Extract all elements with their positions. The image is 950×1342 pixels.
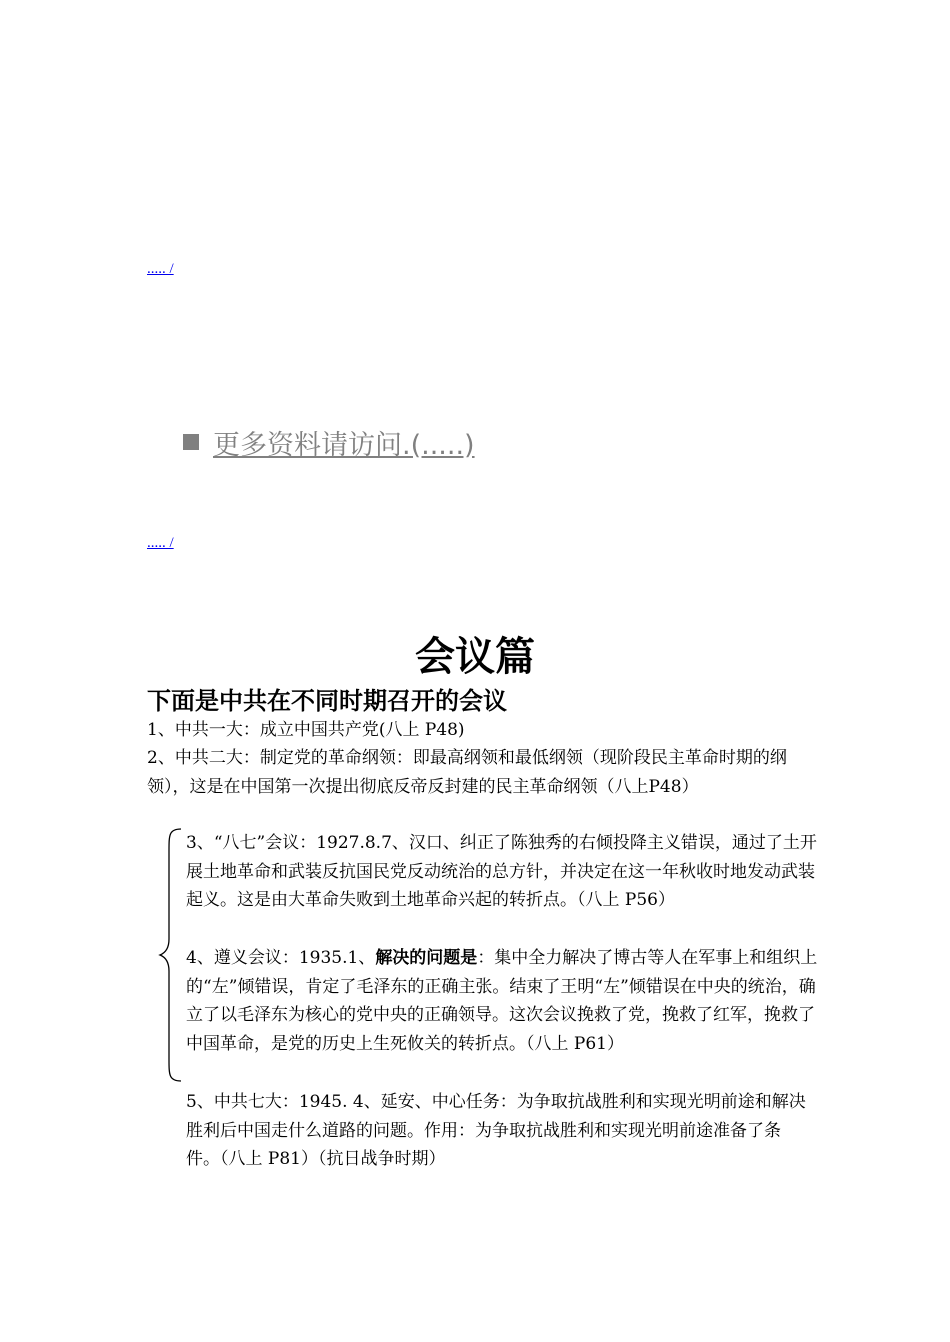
square-bullet-icon xyxy=(183,434,199,450)
promo-link[interactable]: 更多资料请访问.(.....) xyxy=(213,429,475,461)
list-item-5: 5、中共七大：1945. 4、延安、中心任务：为争取抗战胜利和实现光明前途和解决胜利后中国走什么道路的问题。作用：为争取抗战胜利和实现光明前途准备了条件。（八上 P81）（抗日战争时期） xyxy=(186,1092,806,1169)
list-item-3: 3、“八七”会议：1927.8.7、汉口、纠正了陈独秀的右倾投降主义错误，通过了土开展土地革命和武装反抗国民党反动统治的总方针，并决定在这一年秋收时地发动武装起义。这是由大革命失败到土地革命兴起的转折点。（八上 P56） xyxy=(186,833,817,910)
link-bottom[interactable]: ..... / xyxy=(147,535,174,551)
left-brace-icon xyxy=(157,827,187,1083)
list-item-2: 2、中共二大：制定党的革命纲领：即最高纲领和最低纲领（现阶段民主革命时期的纲领），这是在中国第一次提出彻底反帝反封建的民主革命纲领（八上P48） xyxy=(147,748,787,797)
item-4-prefix: 4、遵义会议：1935.1、 xyxy=(186,948,376,968)
link-top[interactable]: ..... / xyxy=(147,261,174,277)
list-item-1: 1、中共一大：成立中国共产党(八上 P48) xyxy=(147,720,465,740)
item-4-text: ：集中全力解决了博古等人在军事上和组织上的“左”倾错误，肯定了毛泽东的正确主张。结束了王明“左”倾错误在中央的统治，确立了以毛泽东为核心的党中央的正确领导。这次会议挽救了党，挽救了红军，挽救了中国革命，是党的历史上生死攸关的转折点。（八上 P61） xyxy=(186,948,818,1054)
promo-banner xyxy=(183,422,475,462)
page-title: 会议篇 xyxy=(415,634,535,680)
item-4-bold-label: 解决的问题是 xyxy=(375,948,478,968)
page-subtitle: 下面是中共在不同时期召开的会议 xyxy=(147,687,507,715)
list-item-4 xyxy=(186,944,826,1058)
